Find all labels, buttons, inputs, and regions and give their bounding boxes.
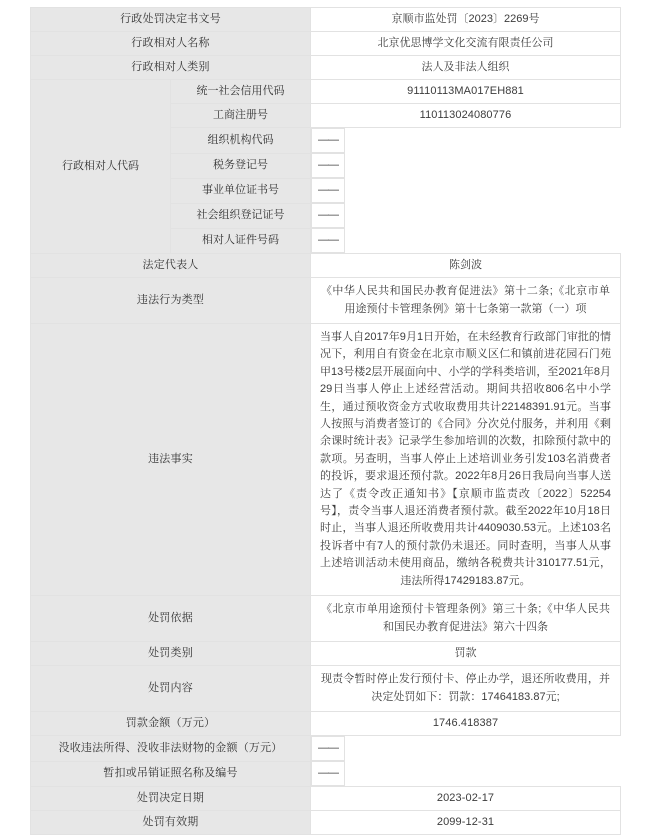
row-value-tax-reg: —— — [311, 153, 345, 178]
row-value-violation-facts: 当事人自2017年9月1日开始，在未经教育行政部门审批的情况下，利用自有资金在北京市顺义区仁和镇前进花园石门苑甲13号楼2层开展面向中、小学的学科类培训，至2021年8月29日当事人停止上述经营活动。期间共招收806名中小学生，通过预收资金方式收取费用共计22148391.91元。当事人按照与消费者签订的《合同》分次兑付服务，并利用《剩余课时统计表》记录学生参加培训的次数，扣除预付款中的款项。另查明，当事人停止上述培训业务引发103名消费者的投诉，要求退还预付款。2022年8月26日我局向当事人送达了《责令改正通知书》【京顺市监责改〔2022〕52254号】，责令当事人退还消费者预付款。截至2022年10月18日时止，当事人退还所收费用共计4409030.53元。上述103名投诉者中有7人的预付款仍未退还。同时查明，当事人从事上述培训活动未使用商品，缴纳各税费共计310177.51元，违法所得17429183.87元。 — [311, 324, 621, 596]
row-value-suspended-license: —— — [311, 761, 345, 786]
sub-label-institution-no: 事业单位证书号 — [171, 178, 311, 203]
table-row-party-type — [31, 56, 621, 80]
row-value-valid-period: 2099-12-31 — [311, 811, 621, 835]
row-label-party-type: 行政相对人类别 — [31, 56, 311, 80]
row-value-fine-amount: 1746.418387 — [311, 712, 621, 736]
table-row-penalty-type — [31, 642, 621, 666]
table-row-legal-rep — [31, 254, 621, 278]
table-row-violation-type — [31, 278, 621, 324]
row-value-credit-code: 91110113MA017EH881 — [311, 80, 621, 104]
row-label-valid-period: 处罚有效期 — [31, 811, 311, 835]
row-label-legal-rep: 法定代表人 — [31, 254, 311, 278]
row-label-violation-type: 违法行为类型 — [31, 278, 311, 324]
table-row-penalty-content — [31, 666, 621, 712]
sub-label-person-id: 相对人证件号码 — [171, 228, 311, 254]
row-value-penalty-content: 现责令暂时停止发行预付卡、停止办学，退还所收费用，并决定处罚如下：罚款：17464183.87元; — [311, 666, 621, 712]
sub-label-org-code: 组织机构代码 — [171, 128, 311, 154]
row-label-suspended-license: 暂扣或吊销证照名称及编号 — [31, 761, 311, 787]
row-label-penalty-content: 处罚内容 — [31, 666, 311, 712]
table-row-credit-code — [31, 80, 621, 104]
table-row-doc-no — [31, 8, 621, 32]
table-row-fine-amount — [31, 712, 621, 736]
sub-label-social-org-no: 社会组织登记证号 — [171, 203, 311, 228]
sub-label-business-reg: 工商注册号 — [171, 104, 311, 128]
sub-label-tax-reg: 税务登记号 — [171, 153, 311, 178]
row-value-party-name: 北京优思博学文化交流有限责任公司 — [311, 32, 621, 56]
row-value-violation-type: 《中华人民共和国民办教育促进法》第十二条;《北京市单用途预付卡管理条例》第十七条第一款第（一）项 — [311, 278, 621, 324]
table-row-valid-period — [31, 811, 621, 835]
row-label-violation-facts: 违法事实 — [31, 324, 311, 596]
row-value-legal-rep: 陈剑波 — [311, 254, 621, 278]
row-value-business-reg: 110113024080776 — [311, 104, 621, 128]
row-label-penalty-basis: 处罚依据 — [31, 596, 311, 642]
group-label-party-codes: 行政相对人代码 — [31, 80, 171, 254]
row-value-person-id: —— — [311, 228, 345, 253]
row-value-penalty-basis: 《北京市单用途预付卡管理条例》第三十条;《中华人民共和国民办教育促进法》第六十四条 — [311, 596, 621, 642]
row-value-institution-no: —— — [311, 178, 345, 203]
row-value-decision-date: 2023-02-17 — [311, 787, 621, 811]
row-label-doc-no: 行政处罚决定书文号 — [31, 8, 311, 32]
table-row-confiscate-amount — [31, 736, 621, 762]
row-label-fine-amount: 罚款金额（万元） — [31, 712, 311, 736]
row-value-confiscate-amount: —— — [311, 736, 345, 761]
row-value-doc-no: 京顺市监处罚〔2023〕2269号 — [311, 8, 621, 32]
row-value-party-type: 法人及非法人组织 — [311, 56, 621, 80]
row-label-decision-date: 处罚决定日期 — [31, 787, 311, 811]
row-value-org-code: —— — [311, 128, 345, 153]
table-row-party-name — [31, 32, 621, 56]
table-row-decision-date — [31, 787, 621, 811]
administrative-penalty-table — [30, 7, 621, 835]
table-row-penalty-basis — [31, 596, 621, 642]
row-label-penalty-type: 处罚类别 — [31, 642, 311, 666]
sub-label-credit-code: 统一社会信用代码 — [171, 80, 311, 104]
row-value-penalty-type: 罚款 — [311, 642, 621, 666]
table-row-suspended-license — [31, 761, 621, 787]
row-label-party-name: 行政相对人名称 — [31, 32, 311, 56]
row-value-social-org-no: —— — [311, 203, 345, 228]
table-row-violation-facts — [31, 324, 621, 596]
row-label-confiscate-amount: 没收违法所得、没收非法财物的金额（万元） — [31, 736, 311, 762]
table-body — [31, 8, 621, 835]
